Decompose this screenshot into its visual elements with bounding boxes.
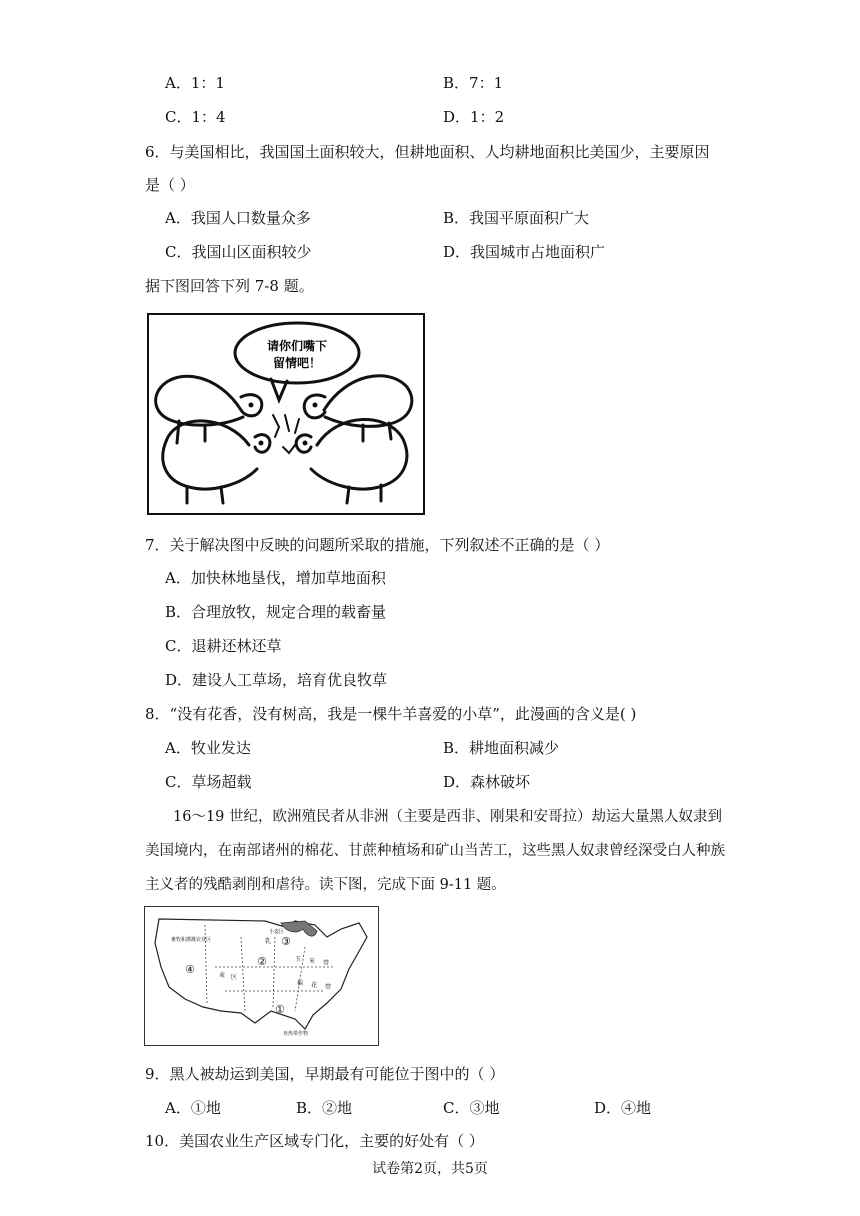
q5-option-b: B．7：1	[443, 74, 504, 92]
map-label-3: ③	[281, 935, 291, 948]
q9-stem: 9．黑人被劫运到美国，早期最有可能位于图中的（ ）	[145, 1065, 505, 1083]
page-footer: 试卷第2页，共5页	[372, 1161, 488, 1177]
map-small-label-5: 带	[323, 960, 330, 967]
map-label-4: ④	[185, 963, 195, 976]
q7-option-d: D．建设人工草场，培育优良牧草	[165, 671, 388, 689]
q6-option-d: D．我国城市占地面积广	[443, 243, 606, 261]
q8-option-a: A．牧业发达	[165, 739, 251, 757]
map-label-2: ②	[257, 955, 267, 968]
q8-stem: 8．“没有花香，没有树高，我是一棵牛羊喜爱的小草”，此漫画的含义是( )	[145, 705, 637, 723]
intro-7-8: 据下图回答下列 7-8 题。	[145, 277, 314, 295]
map-small-label-11: 区	[231, 974, 238, 981]
sheep-cartoon-drawing	[149, 315, 423, 513]
q6-stem-line2: 是（ ）	[145, 176, 195, 194]
q9-option-b: B．②地	[296, 1099, 353, 1117]
map-label-1: ①	[275, 1003, 285, 1016]
q5-option-a: A．1：1	[165, 74, 225, 92]
q8-option-c: C．草场超载	[165, 773, 252, 791]
q7-option-a: A．加快林地垦伐，增加草地面积	[165, 569, 386, 587]
map-small-label-8: 带	[325, 984, 332, 991]
map-small-label-3: 玉	[295, 956, 302, 963]
map-small-label-6: 棉	[297, 980, 304, 987]
q8-option-d: D．森林破坏	[443, 773, 531, 791]
q5-option-c: C．1：4	[165, 108, 226, 126]
speech-bubble-line1: 请你们嘴下	[266, 339, 328, 353]
us-map-drawing	[145, 907, 378, 1045]
q6-stem-line1: 6．与美国相比，我国国土面积较大，但耕地面积、人均耕地面积比美国少，主要原因	[145, 143, 710, 161]
q7-stem: 7．关于解决图中反映的问题所采取的措施，下列叙述不正确的是（ ）	[145, 536, 610, 554]
sheep-cartoon-figure	[147, 313, 425, 515]
map-small-label-4: 米	[309, 958, 316, 965]
q5-option-d: D．1：2	[443, 108, 505, 126]
q9-option-c: C．③地	[443, 1099, 500, 1117]
q9-option-a: A．①地	[165, 1099, 221, 1117]
passage-9-11: 16～19 世纪，欧洲殖民者从非洲（主要是西非、刚果和安哥拉）劫运大量黑人奴隶到美国境内，在南部诸州的棉花、甘蔗种植场和矿山当苦工，这些黑人奴隶曾经深受白人种族主义者的残酷剥削和虐待。读下图，完成下面 9-11 题。	[145, 809, 725, 893]
map-small-label-2: 乳	[265, 938, 272, 945]
q6-option-c: C．我国山区面积较少	[165, 243, 312, 261]
q7-option-b: B．合理放牧，规定合理的载畜量	[165, 603, 387, 621]
q6-option-b: B．我国平原面积广大	[443, 209, 590, 227]
map-small-label-7: 花	[311, 982, 318, 989]
q10-stem: 10．美国农业生产区域专门化，主要的好处有（ ）	[145, 1132, 484, 1150]
q7-option-c: C．退耕还林还草	[165, 637, 282, 655]
map-small-label-10: 麦	[219, 972, 226, 979]
map-small-label-1: 小麦区	[269, 929, 285, 935]
map-small-label-9: 亚热带作物	[283, 1031, 309, 1037]
speech-bubble-line2: 留情吧！	[272, 356, 322, 370]
map-small-label-0: 畜牧和灌溉农业区	[171, 937, 212, 943]
q9-option-d: D．④地	[594, 1099, 652, 1117]
q6-option-a: A．我国人口数量众多	[165, 209, 311, 227]
q8-option-b: B．耕地面积减少	[443, 739, 560, 757]
us-agriculture-map	[144, 906, 379, 1046]
